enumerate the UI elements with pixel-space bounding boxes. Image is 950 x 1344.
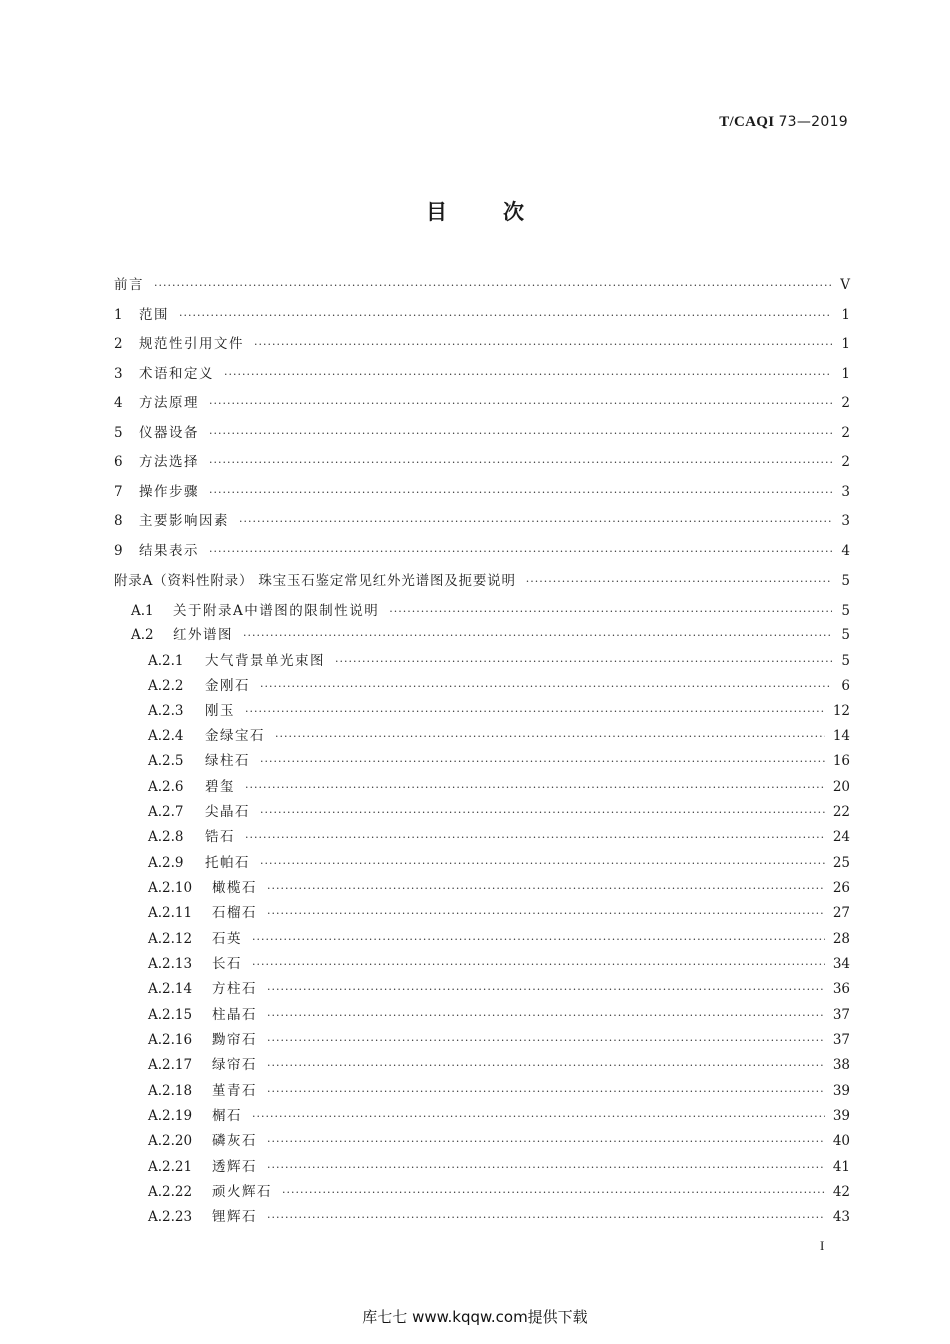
toc-entry-label: 金刚石: [205, 678, 250, 694]
toc-entry-page: 3: [841, 484, 850, 500]
toc-entry-page: 36: [832, 981, 850, 997]
toc-entry-page: 42: [832, 1184, 850, 1200]
toc-entry-label: 主要影响因素: [139, 513, 229, 529]
toc-entry-number: A.2.23: [148, 1209, 193, 1225]
toc-entry-label: 仪器设备: [139, 425, 199, 441]
toc-entry-number: 9: [114, 543, 123, 559]
toc-entry-label: 范围: [139, 307, 169, 323]
toc-entry-number: 6: [114, 454, 123, 470]
toc-entry-number: A.2.7: [148, 804, 184, 820]
toc-entry-label: 操作步骤: [139, 484, 199, 500]
toc-entry-label: 术语和定义: [139, 366, 214, 382]
toc-entry-number: 5: [114, 425, 123, 441]
dot-leader: [154, 277, 832, 295]
dot-leader: [209, 395, 832, 413]
toc-entry-number: A.2.10: [148, 880, 193, 896]
toc-entry-label: 长石: [212, 956, 242, 972]
toc-entry-label: 刚玉: [205, 703, 235, 719]
toc-entry-number: A.2.15: [148, 1007, 193, 1023]
toc-entry-number: A.1: [131, 603, 154, 619]
toc-entry-label: 石英: [212, 931, 242, 947]
toc-entry[interactable]: [148, 702, 850, 721]
toc-entry-page: 1: [841, 366, 850, 382]
toc-entry-number: A.2.9: [148, 855, 184, 871]
toc-entry-number: A.2.1: [148, 653, 184, 669]
toc-entry-page: 22: [832, 804, 850, 820]
toc-entry-number: 4: [114, 395, 123, 411]
dot-leader: [267, 1032, 825, 1050]
toc-entry[interactable]: [148, 1107, 850, 1126]
dot-leader: [209, 425, 832, 443]
toc-entry-page: 2: [841, 454, 850, 470]
dot-leader: [267, 981, 825, 999]
toc-entry-label: 方法原理: [139, 395, 199, 411]
toc-entry[interactable]: [148, 930, 850, 949]
toc-entry-page: 5: [841, 603, 850, 619]
dot-leader: [275, 728, 825, 746]
toc-entry-page: 5: [841, 573, 850, 589]
toc-entry-page: V: [840, 277, 850, 293]
toc-entry-page: 40: [832, 1133, 850, 1149]
dot-leader: [254, 336, 832, 354]
document-code-prefix: T/CAQI: [719, 114, 775, 130]
toc-entry-page: 2: [841, 425, 850, 441]
toc-entry-number: A.2.12: [148, 931, 193, 947]
toc-entry-number: 8: [114, 513, 123, 529]
dot-leader: [245, 703, 825, 721]
toc-entry[interactable]: [114, 572, 850, 591]
toc-entry[interactable]: [148, 727, 850, 746]
toc-entry[interactable]: [148, 652, 850, 671]
toc-entry-number: 1: [114, 307, 123, 323]
toc-entry-label: 规范性引用文件: [139, 336, 244, 352]
toc-entry-label: 尖晶石: [205, 804, 250, 820]
toc-entry-number: 3: [114, 366, 123, 382]
dot-leader: [267, 1133, 825, 1151]
toc-entry-label: 方法选择: [139, 454, 199, 470]
toc-entry[interactable]: [148, 854, 850, 873]
toc-entry-number: A.2.18: [148, 1083, 193, 1099]
toc-entry-label: 结果表示: [139, 543, 199, 559]
toc-entry[interactable]: [114, 335, 850, 354]
toc-entry-number: A.2.2: [148, 678, 184, 694]
dot-leader: [526, 573, 832, 591]
toc-entry-label: 金绿宝石: [205, 728, 265, 744]
toc-entry-number: A.2.3: [148, 703, 184, 719]
toc-entry-number: A.2.20: [148, 1133, 193, 1149]
toc-entry-page: 3: [841, 513, 850, 529]
toc-entry-page: 39: [832, 1083, 850, 1099]
toc-entry-number: A.2.13: [148, 956, 193, 972]
dot-leader: [260, 855, 825, 873]
toc-entry[interactable]: [148, 980, 850, 999]
toc-entry-number: A.2.6: [148, 779, 184, 795]
toc-entry-number: A.2.4: [148, 728, 184, 744]
toc-entry-label: 方柱石: [212, 981, 257, 997]
toc-entry-page: 37: [832, 1007, 850, 1023]
toc-entry-number: A.2.22: [148, 1184, 193, 1200]
document-code-year: 73—2019: [778, 114, 848, 130]
toc-entry-number: 2: [114, 336, 123, 352]
toc-entry-label: 堇青石: [212, 1083, 257, 1099]
dot-leader: [252, 956, 825, 974]
toc-entry-label: 锆石: [205, 829, 235, 845]
toc-entry-number: A.2.8: [148, 829, 184, 845]
toc-entry-label: 绿柱石: [205, 753, 250, 769]
dot-leader: [179, 307, 832, 325]
toc-entry[interactable]: [148, 828, 850, 847]
toc-entry[interactable]: [131, 602, 850, 621]
toc-entry[interactable]: [114, 453, 850, 472]
toc-entry[interactable]: [148, 1183, 850, 1202]
toc-entry[interactable]: [148, 677, 850, 696]
toc-entry-number: A.2: [131, 627, 154, 643]
toc-entry-page: 14: [832, 728, 850, 744]
toc-entry-page: 16: [832, 753, 850, 769]
toc-entry-page: 41: [832, 1159, 850, 1175]
dot-leader: [260, 678, 832, 696]
toc-entry-number: A.2.19: [148, 1108, 193, 1124]
dot-leader: [267, 1083, 825, 1101]
dot-leader: [209, 543, 832, 561]
dot-leader: [252, 931, 825, 949]
toc-entry[interactable]: [148, 752, 850, 771]
toc-entry-page: 1: [841, 307, 850, 323]
toc-entry-page: 27: [832, 905, 850, 921]
toc-entry[interactable]: [114, 394, 850, 413]
toc-entry-page: 5: [841, 653, 850, 669]
toc-entry-number: A.2.14: [148, 981, 193, 997]
toc-entry[interactable]: [148, 1006, 850, 1025]
toc-entry-label: 磷灰石: [212, 1133, 257, 1149]
dot-leader: [224, 366, 832, 384]
toc-entry-page: 5: [841, 627, 850, 643]
toc-entry-number: A.2.5: [148, 753, 184, 769]
toc-entry[interactable]: [148, 1031, 850, 1050]
toc-entry-page: 38: [832, 1057, 850, 1073]
toc-entry-page: 6: [841, 678, 850, 694]
toc-entry-page: 25: [832, 855, 850, 871]
toc-entry-page: 24: [832, 829, 850, 845]
dot-leader: [243, 627, 832, 645]
toc-entry-page: 4: [841, 543, 850, 559]
toc-entry-page: 28: [832, 931, 850, 947]
dot-leader: [245, 829, 825, 847]
toc-entry-page: 12: [832, 703, 850, 719]
dot-leader: [267, 905, 825, 923]
toc-entry-label: 橄榄石: [212, 880, 257, 896]
toc-entry-label: 附录A（资料性附录） 珠宝玉石鉴定常见红外光谱图及扼要说明: [114, 573, 516, 589]
dot-leader: [260, 753, 825, 771]
toc-entry-page: 20: [832, 779, 850, 795]
toc-entry[interactable]: [148, 879, 850, 898]
toc-entry-page: 26: [832, 880, 850, 896]
dot-leader: [267, 1057, 825, 1075]
toc-entry-page: 2: [841, 395, 850, 411]
toc-entry-label: 大气背景单光束图: [205, 653, 325, 669]
toc-entry[interactable]: [148, 904, 850, 923]
toc-entry[interactable]: [114, 542, 850, 561]
toc-entry-label: 锂辉石: [212, 1209, 257, 1225]
toc-entry[interactable]: [148, 778, 850, 797]
dot-leader: [267, 880, 825, 898]
dot-leader: [239, 513, 832, 531]
toc-entry-label: 柱晶石: [212, 1007, 257, 1023]
toc-entry[interactable]: [148, 1132, 850, 1151]
toc-entry-label: 关于附录A中谱图的限制性说明: [173, 603, 380, 619]
toc-entry[interactable]: [148, 1158, 850, 1177]
toc-entry[interactable]: [131, 626, 850, 645]
footer-watermark: 库七七 www.kqqw.com提供下载: [362, 1308, 588, 1326]
toc-title: 目次: [426, 200, 580, 224]
toc-entry[interactable]: [114, 365, 850, 384]
toc-entry-label: 石榴石: [212, 905, 257, 921]
toc-entry-number: A.2.16: [148, 1032, 193, 1048]
toc-entry-label: 黝帘石: [212, 1032, 257, 1048]
toc-entry-label: 前言: [114, 277, 144, 293]
dot-leader: [389, 603, 832, 621]
dot-leader: [209, 454, 832, 472]
page-folio: I: [820, 1238, 825, 1253]
dot-leader: [267, 1007, 825, 1025]
dot-leader: [267, 1159, 825, 1177]
document-code: [719, 114, 848, 131]
toc-entry-label: 托帕石: [205, 855, 250, 871]
toc-entry[interactable]: [114, 276, 850, 295]
toc-entry[interactable]: [148, 1208, 850, 1227]
toc-entry-number: A.2.17: [148, 1057, 193, 1073]
toc-entry-page: 39: [832, 1108, 850, 1124]
toc-entry[interactable]: [114, 424, 850, 443]
toc-entry[interactable]: [148, 1082, 850, 1101]
toc-entry-label: 透辉石: [212, 1159, 257, 1175]
toc-entry-number: 7: [114, 484, 123, 500]
toc-entry[interactable]: [114, 512, 850, 531]
dot-leader: [252, 1108, 825, 1126]
toc-entry-page: 34: [832, 956, 850, 972]
toc-entry[interactable]: [114, 483, 850, 502]
toc-entry-page: 43: [832, 1209, 850, 1225]
dot-leader: [335, 653, 832, 671]
toc-entry-number: A.2.11: [148, 905, 193, 921]
toc-entry-label: 红外谱图: [173, 627, 233, 643]
toc-entry-label: 顽火辉石: [212, 1184, 272, 1200]
toc-entry-page: 37: [832, 1032, 850, 1048]
dot-leader: [267, 1209, 825, 1227]
toc-entry-page: 1: [841, 336, 850, 352]
toc-entry-number: A.2.21: [148, 1159, 193, 1175]
toc-entry[interactable]: [148, 1056, 850, 1075]
toc-entry[interactable]: [148, 955, 850, 974]
dot-leader: [282, 1184, 825, 1202]
dot-leader: [260, 804, 825, 822]
toc-entry-label: 榍石: [212, 1108, 242, 1124]
dot-leader: [245, 779, 825, 797]
toc-entry[interactable]: [114, 306, 850, 325]
toc-entry-label: 绿帘石: [212, 1057, 257, 1073]
dot-leader: [209, 484, 832, 502]
toc-entry[interactable]: [148, 803, 850, 822]
toc-entry-label: 碧玺: [205, 779, 235, 795]
